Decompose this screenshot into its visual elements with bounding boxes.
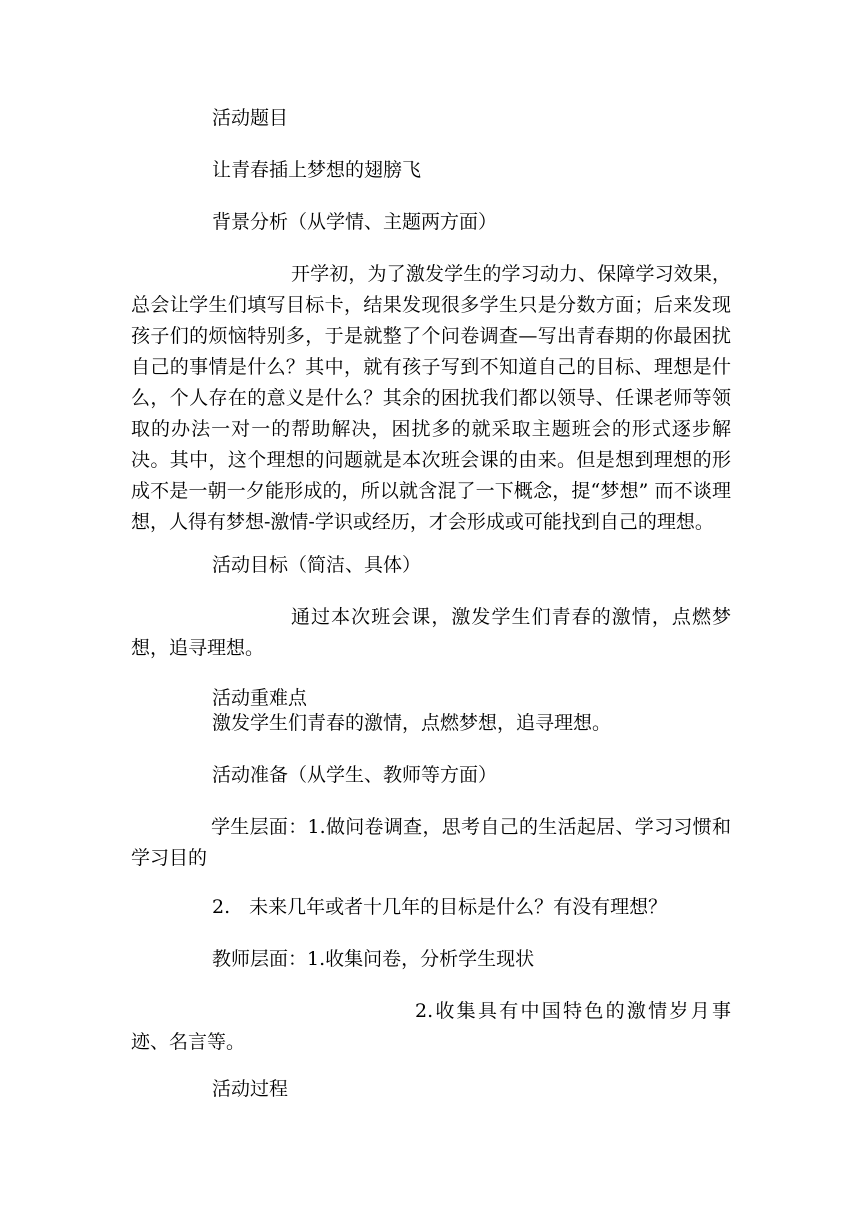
key-points-text: 激发学生们青春的激情，点燃梦想，追寻理想。 — [212, 712, 612, 734]
teacher-prep-1: 教师层面：1.收集问卷，分析学生现状 — [212, 948, 535, 970]
heading-process: 活动过程 — [212, 1078, 289, 1100]
heading-background: 背景分析（从学情、主题两方面） — [212, 211, 498, 233]
topic-title: 让青春插上梦想的翅膀飞 — [212, 159, 422, 181]
heading-key-points: 活动重难点 — [212, 687, 308, 709]
heading-preparation: 活动准备（从学生、教师等方面） — [212, 764, 498, 786]
teacher-prep-2: 2.收集具有中国特色的激情岁月事迹、名言等。 — [131, 1000, 731, 1053]
heading-goal: 活动目标（简洁、具体） — [212, 554, 422, 576]
heading-topic: 活动题目 — [212, 107, 289, 129]
student-prep-2: 2. 未来几年或者十几年的目标是什么？有没有理想？ — [212, 896, 668, 918]
background-paragraph: 开学初，为了激发学生的学习动力、保障学习效果，总会让学生们填写目标卡，结果发现很多学生只是分数方面；后来发现孩子们的烦恼特别多，于是就整了个问卷调查—写出青春期的你最困扰自己的事情是什么？其中，就有孩子写到不知道自己的目标、理想是什么，个人存在的意义是什么？其余的困扰我们都以领导、任课老师等领取的办法一对一的帮助解决，困扰多的就采取主题班会的形式逐步解决。其中，这个理想的问题就是本次班会课的由来。但是想到理想的形成不是一朝一夕能形成的，所以就含混了一下概念，提“梦想” 而不谈理想，人得有梦想-激情-学识或经历，才会形成或可能找到自己的理想。 — [131, 263, 731, 533]
goal-paragraph: 通过本次班会课，激发学生们青春的激情，点燃梦想，追寻理想。 — [131, 606, 731, 659]
student-prep-1: 学生层面：1.做问卷调查，思考自己的生活起居、学习习惯和学习目的 — [131, 816, 731, 869]
